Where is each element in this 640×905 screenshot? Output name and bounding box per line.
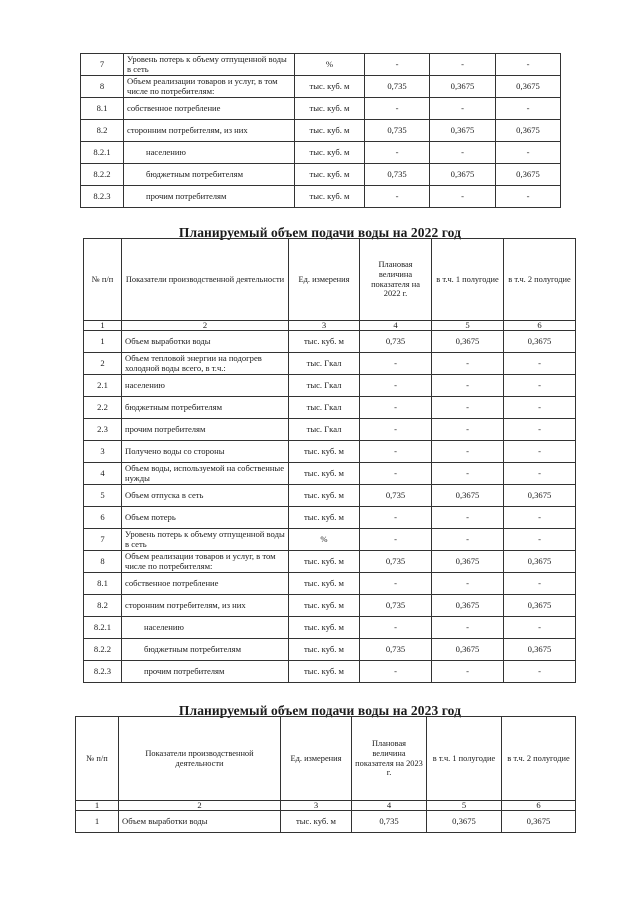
table-row: [84, 661, 576, 683]
row-unit: %: [289, 529, 360, 551]
row-number: 8.2.2: [81, 164, 124, 186]
row-half2-value: 0,3675: [504, 595, 576, 617]
col-number: 6: [502, 801, 576, 811]
table-row: [81, 142, 561, 164]
row-unit: тыс. куб. м: [289, 507, 360, 529]
col-number: 5: [427, 801, 502, 811]
row-indicator: населению: [122, 617, 289, 639]
row-unit: тыс. куб. м: [289, 485, 360, 507]
row-plan-value: -: [360, 573, 432, 595]
col-number: 1: [76, 801, 119, 811]
row-number: 8.2.1: [81, 142, 124, 164]
row-unit: тыс. куб. м: [289, 441, 360, 463]
header-half2: в т.ч. 2 полугодие: [504, 239, 576, 321]
row-indicator: населению: [122, 375, 289, 397]
row-half1-value: -: [432, 441, 504, 463]
row-plan-value: 0,735: [365, 164, 430, 186]
row-number: 3: [84, 441, 122, 463]
col-number: 3: [281, 801, 352, 811]
row-number: 1: [76, 811, 119, 833]
row-unit: тыс. куб. м: [295, 164, 365, 186]
row-half1-value: 0,3675: [432, 551, 504, 573]
row-indicator: Объем выработки воды: [119, 811, 281, 833]
table-continued: [80, 53, 561, 208]
row-plan-value: -: [360, 507, 432, 529]
row-indicator: Уровень потерь к объему отпущенной воды в сеть: [122, 529, 289, 551]
row-half2-value: -: [504, 617, 576, 639]
row-unit: тыс. куб. м: [289, 595, 360, 617]
row-half2-value: 0,3675: [504, 551, 576, 573]
row-indicator: бюджетным потребителям: [124, 164, 295, 186]
row-plan-value: -: [360, 397, 432, 419]
row-unit: тыс. куб. м: [289, 551, 360, 573]
table-header-row: [84, 239, 576, 321]
row-plan-value: -: [365, 98, 430, 120]
row-number: 4: [84, 463, 122, 485]
row-half2-value: -: [504, 573, 576, 595]
col-number: 6: [504, 321, 576, 331]
row-half1-value: -: [432, 419, 504, 441]
row-half1-value: 0,3675: [430, 120, 496, 142]
row-unit: тыс. куб. м: [295, 186, 365, 208]
row-number: 8.2.3: [81, 186, 124, 208]
row-indicator: Объем потерь: [122, 507, 289, 529]
table-row: [84, 507, 576, 529]
col-number: 2: [119, 801, 281, 811]
row-plan-value: 0,735: [352, 811, 427, 833]
row-plan-value: 0,735: [360, 551, 432, 573]
row-half2-value: -: [504, 441, 576, 463]
row-half2-value: 0,3675: [504, 331, 576, 353]
row-plan-value: -: [365, 142, 430, 164]
row-indicator: Объем выработки воды: [122, 331, 289, 353]
row-plan-value: -: [360, 529, 432, 551]
header-plan: Плановая величина показателя на 2023 г.: [352, 717, 427, 801]
table-row: [84, 419, 576, 441]
header-unit: Ед. измерения: [289, 239, 360, 321]
row-half1-value: -: [432, 529, 504, 551]
row-half2-value: -: [504, 419, 576, 441]
table-header-row: [76, 717, 576, 801]
row-number: 2: [84, 353, 122, 375]
row-indicator: населению: [124, 142, 295, 164]
table-row: [84, 639, 576, 661]
row-half1-value: 0,3675: [430, 164, 496, 186]
row-indicator: бюджетным потребителям: [122, 397, 289, 419]
table-row: [84, 353, 576, 375]
row-half2-value: 0,3675: [496, 76, 561, 98]
row-plan-value: -: [360, 353, 432, 375]
row-plan-value: -: [365, 186, 430, 208]
table-2022: [83, 238, 576, 683]
row-half1-value: 0,3675: [432, 331, 504, 353]
row-half2-value: -: [496, 142, 561, 164]
row-indicator: бюджетным потребителям: [122, 639, 289, 661]
header-num: № п/п: [84, 239, 122, 321]
row-half1-value: 0,3675: [430, 76, 496, 98]
row-half1-value: -: [430, 142, 496, 164]
table-row: [84, 529, 576, 551]
row-half2-value: 0,3675: [496, 120, 561, 142]
table-row: [84, 331, 576, 353]
row-half1-value: -: [432, 463, 504, 485]
row-unit: %: [295, 54, 365, 76]
row-unit: тыс. куб. м: [289, 661, 360, 683]
row-number: 7: [81, 54, 124, 76]
row-plan-value: -: [360, 375, 432, 397]
row-number: 8.2: [84, 595, 122, 617]
col-number: 3: [289, 321, 360, 331]
row-plan-value: 0,735: [360, 485, 432, 507]
row-plan-value: 0,735: [365, 76, 430, 98]
table-row: [76, 811, 576, 833]
row-number: 8.1: [81, 98, 124, 120]
header-half2: в т.ч. 2 полугодие: [502, 717, 576, 801]
row-indicator: Объем отпуска в сеть: [122, 485, 289, 507]
column-numbers-row: [76, 801, 576, 811]
row-half1-value: -: [430, 186, 496, 208]
row-unit: тыс. Гкал: [289, 375, 360, 397]
row-number: 8.2: [81, 120, 124, 142]
row-number: 7: [84, 529, 122, 551]
row-half1-value: -: [432, 573, 504, 595]
table-row: [84, 397, 576, 419]
row-unit: тыс. куб. м: [295, 120, 365, 142]
row-number: 2.3: [84, 419, 122, 441]
row-number: 8.2.3: [84, 661, 122, 683]
row-indicator: собственное потребление: [122, 573, 289, 595]
table-row: [81, 76, 561, 98]
row-half1-value: -: [432, 507, 504, 529]
row-indicator: Уровень потерь к объему отпущенной воды в сеть: [124, 54, 295, 76]
row-unit: тыс. Гкал: [289, 353, 360, 375]
row-number: 8: [84, 551, 122, 573]
row-plan-value: 0,735: [360, 639, 432, 661]
row-indicator: прочим потребителям: [124, 186, 295, 208]
row-half2-value: -: [504, 397, 576, 419]
table-row: [84, 573, 576, 595]
row-number: 8: [81, 76, 124, 98]
row-indicator: Объем реализации товаров и услуг, в том числе по потребителям:: [124, 76, 295, 98]
row-half1-value: 0,3675: [432, 639, 504, 661]
row-indicator: Объем воды, используемой на собственные нужды: [122, 463, 289, 485]
header-indicator: Показатели производственной деятельности: [122, 239, 289, 321]
table-row: [81, 98, 561, 120]
col-number: 1: [84, 321, 122, 331]
row-plan-value: -: [360, 419, 432, 441]
col-number: 4: [360, 321, 432, 331]
row-half2-value: -: [504, 507, 576, 529]
table-row: [81, 186, 561, 208]
col-number: 2: [122, 321, 289, 331]
row-half1-value: -: [432, 661, 504, 683]
row-half2-value: 0,3675: [502, 811, 576, 833]
row-half2-value: -: [504, 661, 576, 683]
row-half1-value: 0,3675: [432, 595, 504, 617]
table-row: [84, 463, 576, 485]
header-unit: Ед. измерения: [281, 717, 352, 801]
row-number: 8.2.1: [84, 617, 122, 639]
row-plan-value: -: [365, 54, 430, 76]
row-number: 2.1: [84, 375, 122, 397]
header-half1: в т.ч. 1 полугодие: [432, 239, 504, 321]
row-indicator: сторонним потребителям, из них: [124, 120, 295, 142]
row-plan-value: -: [360, 617, 432, 639]
row-half2-value: -: [496, 186, 561, 208]
row-unit: тыс. куб. м: [295, 142, 365, 164]
row-half1-value: 0,3675: [432, 485, 504, 507]
row-indicator: сторонним потребителям, из них: [122, 595, 289, 617]
row-half1-value: -: [432, 375, 504, 397]
header-indicator: Показатели производственной деятельности: [119, 717, 281, 801]
table-row: [81, 164, 561, 186]
row-indicator: Объем тепловой энергии на подогрев холодной воды всего, в т.ч.:: [122, 353, 289, 375]
table-row: [81, 120, 561, 142]
row-half1-value: -: [432, 397, 504, 419]
row-number: 2.2: [84, 397, 122, 419]
row-half2-value: -: [504, 463, 576, 485]
table-row: [84, 595, 576, 617]
column-numbers-row: [84, 321, 576, 331]
row-half2-value: -: [504, 529, 576, 551]
row-half2-value: -: [504, 375, 576, 397]
row-indicator: прочим потребителям: [122, 661, 289, 683]
row-plan-value: -: [360, 661, 432, 683]
header-plan: Плановая величина показателя на 2022 г.: [360, 239, 432, 321]
col-number: 5: [432, 321, 504, 331]
table-row: [84, 485, 576, 507]
row-unit: тыс. куб. м: [289, 639, 360, 661]
row-plan-value: 0,735: [365, 120, 430, 142]
row-number: 5: [84, 485, 122, 507]
row-unit: тыс. куб. м: [289, 573, 360, 595]
row-plan-value: -: [360, 441, 432, 463]
section-title-2022: Планируемый объем подачи воды на 2022 год: [178, 225, 462, 240]
row-indicator: Получено воды со стороны: [122, 441, 289, 463]
header-half1: в т.ч. 1 полугодие: [427, 717, 502, 801]
row-unit: тыс. Гкал: [289, 419, 360, 441]
row-number: 8.1: [84, 573, 122, 595]
row-unit: тыс. Гкал: [289, 397, 360, 419]
row-number: 6: [84, 507, 122, 529]
table-row: [84, 441, 576, 463]
row-indicator: прочим потребителям: [122, 419, 289, 441]
row-half1-value: -: [430, 54, 496, 76]
row-half1-value: -: [432, 617, 504, 639]
row-unit: тыс. куб. м: [281, 811, 352, 833]
row-unit: тыс. куб. м: [289, 331, 360, 353]
row-unit: тыс. куб. м: [289, 463, 360, 485]
table-row: [84, 375, 576, 397]
row-unit: тыс. куб. м: [289, 617, 360, 639]
section-title-2023: Планируемый объем подачи воды на 2023 год: [178, 703, 462, 718]
row-number: 1: [84, 331, 122, 353]
row-unit: тыс. куб. м: [295, 98, 365, 120]
row-number: 8.2.2: [84, 639, 122, 661]
row-plan-value: 0,735: [360, 595, 432, 617]
table-row: [81, 54, 561, 76]
header-num: № п/п: [76, 717, 119, 801]
row-half2-value: -: [496, 54, 561, 76]
row-half1-value: -: [432, 353, 504, 375]
row-indicator: Объем реализации товаров и услуг, в том числе по потребителям:: [122, 551, 289, 573]
row-half2-value: 0,3675: [504, 485, 576, 507]
row-plan-value: -: [360, 463, 432, 485]
table-row: [84, 617, 576, 639]
row-half2-value: 0,3675: [496, 164, 561, 186]
col-number: 4: [352, 801, 427, 811]
row-plan-value: 0,735: [360, 331, 432, 353]
table-row: [84, 551, 576, 573]
row-half1-value: -: [430, 98, 496, 120]
row-unit: тыс. куб. м: [295, 76, 365, 98]
row-half1-value: 0,3675: [427, 811, 502, 833]
table-2023: [75, 716, 576, 833]
row-indicator: собственное потребление: [124, 98, 295, 120]
row-half2-value: 0,3675: [504, 639, 576, 661]
row-half2-value: -: [496, 98, 561, 120]
row-half2-value: -: [504, 353, 576, 375]
